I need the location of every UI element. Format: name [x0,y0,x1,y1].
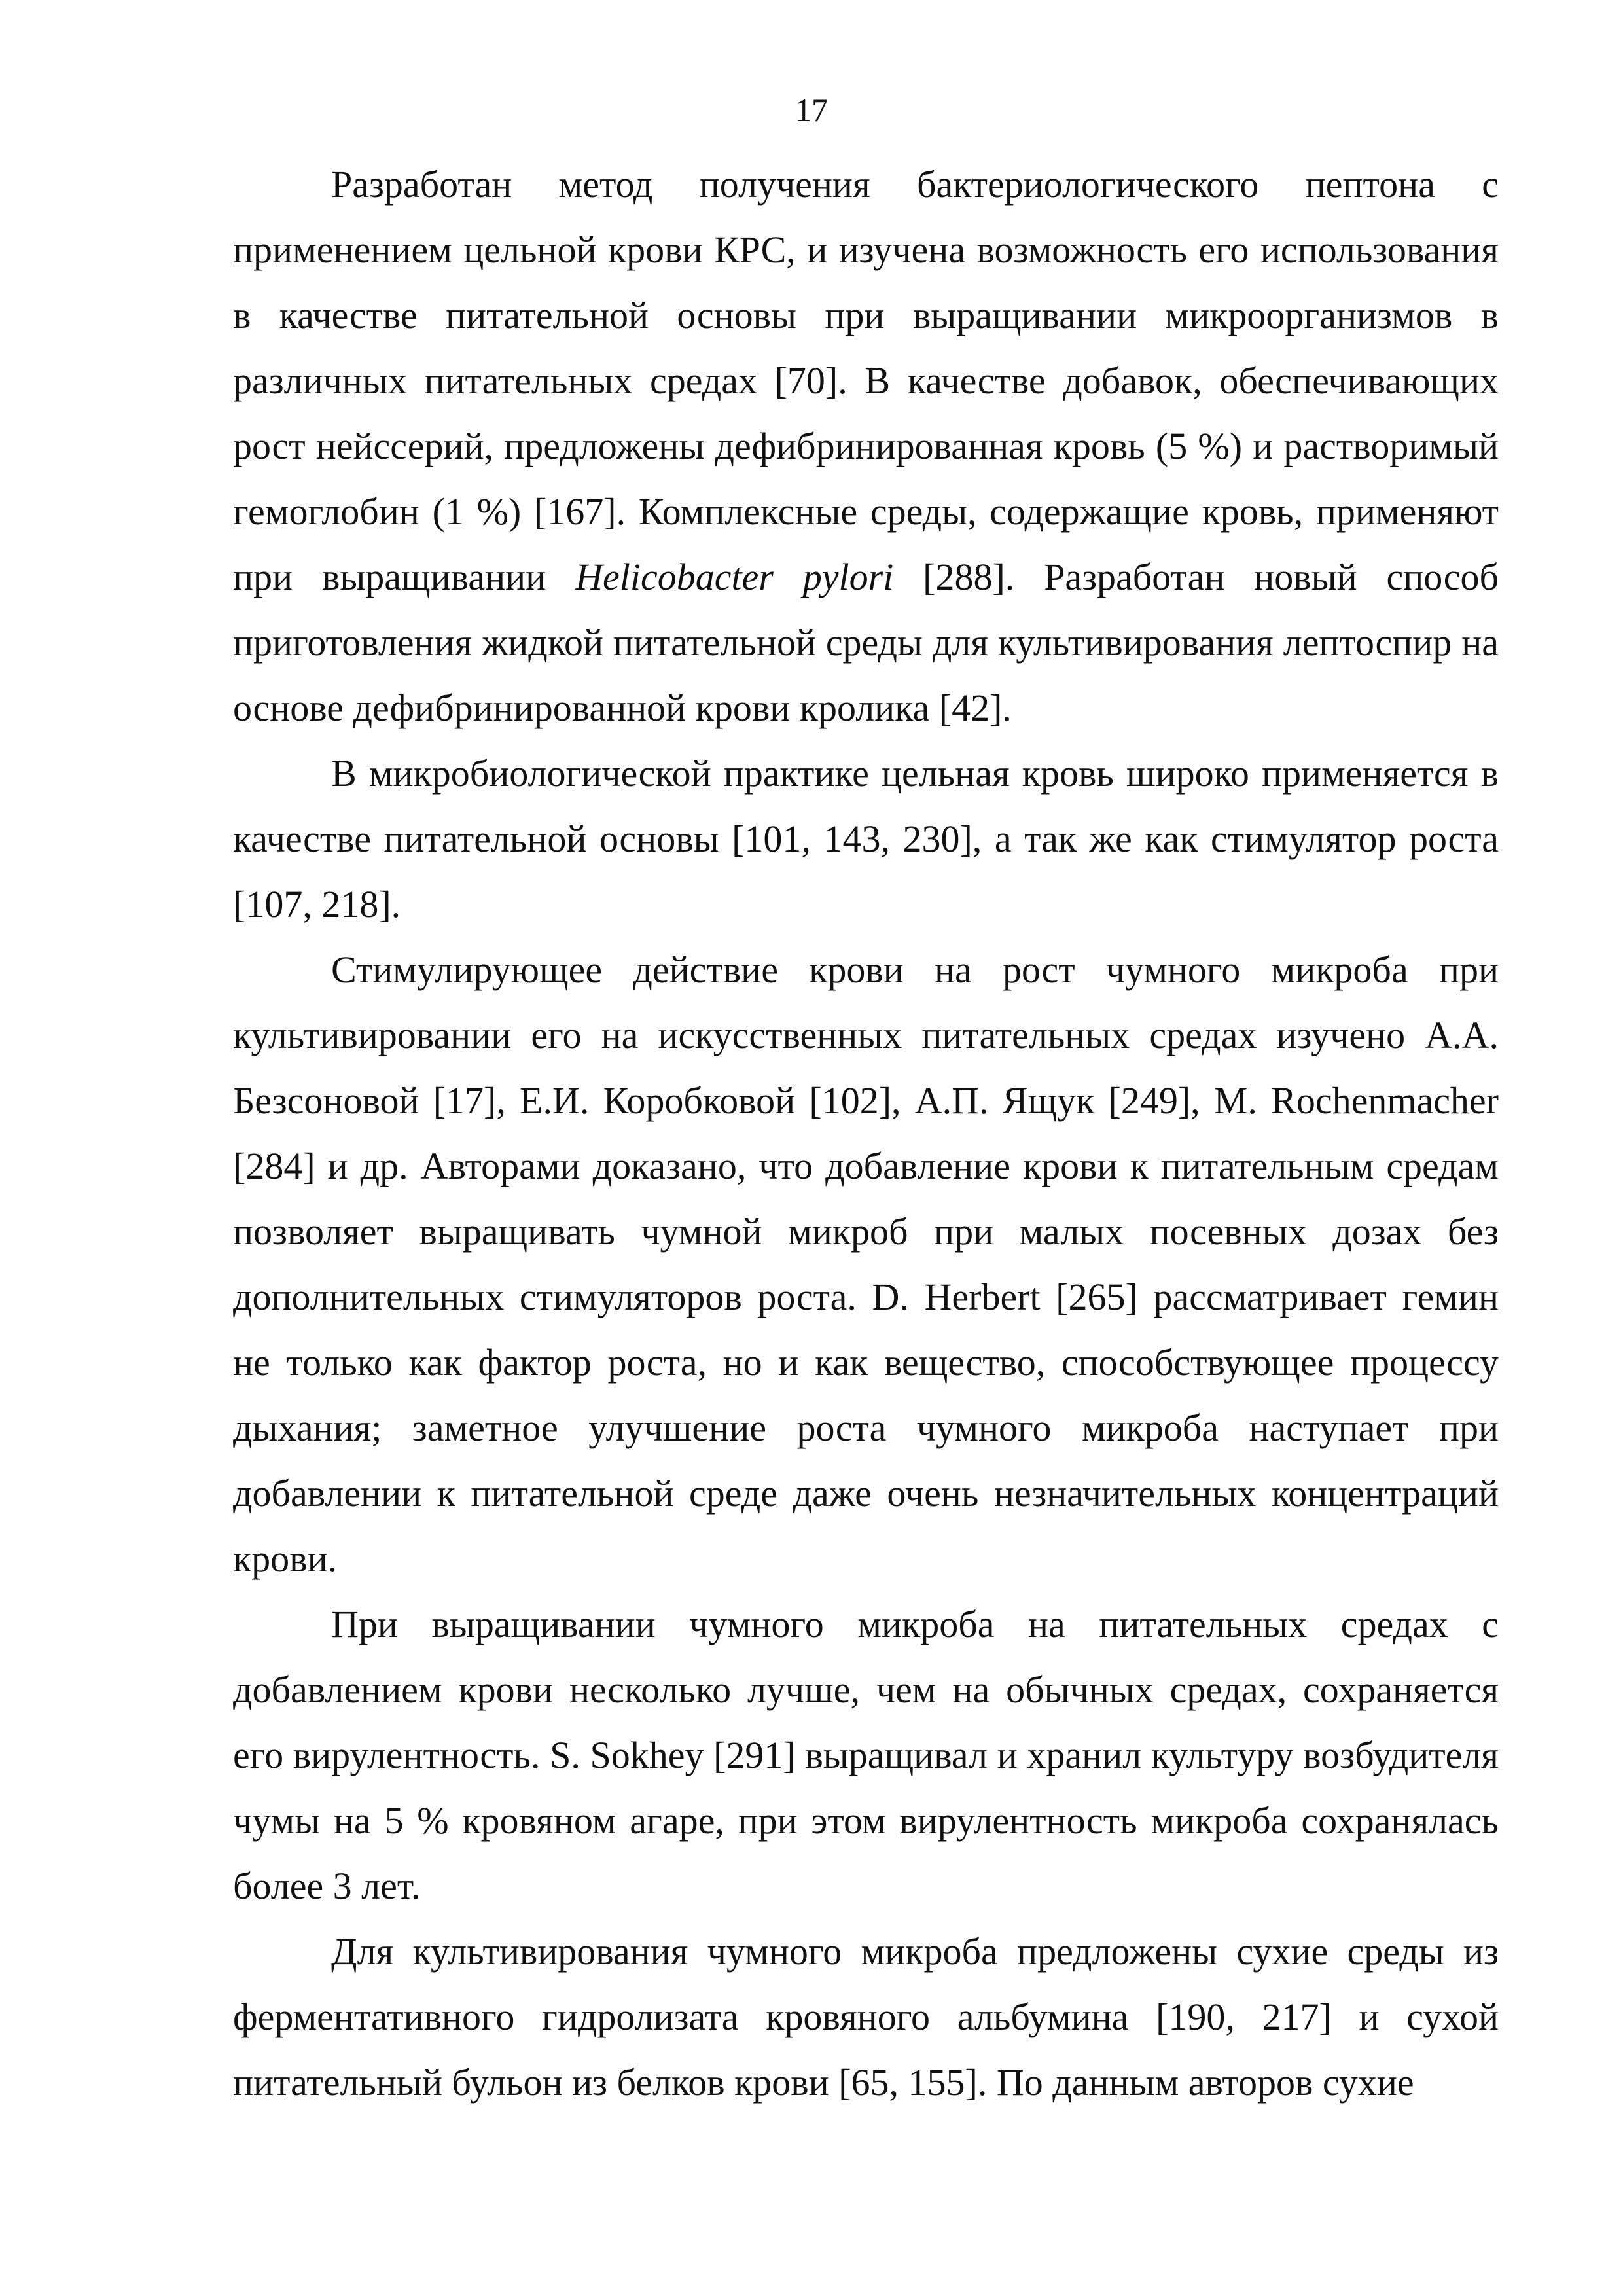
italic-text-segment: Helicobacter pylori [575,556,894,598]
paragraph [233,937,1499,1592]
text-segment: При выращивании чумного микроба на питательных средах с добавлением крови несколько лучше, чем на обычных средах, сохраняется его вирулентность. S. Sokhey [291] выращивал и хранил культуру возбудителя чумы на 5 % кровяном агаре, при этом вирулентность микроба сохранялась более 3 лет. [233,1603,1499,1907]
paragraph [233,152,1499,741]
text-segment: В микробиологической практике цельная кровь широко применяется в качестве питательной основы [101, 143, 230], а так же как стимулятор роста [107, 218]. [233,752,1499,925]
text-segment: [288]. Разработан новый способ приготовления жидкой питательной среды для культивирования лептоспир на основе дефибринированной крови кролика [42]. [233,556,1499,729]
page-number: 17 [795,92,828,128]
text-segment: Стимулирующее действие крови на рост чумного микроба при культивировании его на искусственных питательных средах изучено А.А. Безсоновой [17], Е.И. Коробковой [102], А.П. Ящук [249], M. Rochenmacher [284] и др. Авторами доказано, что добавление крови к питательным средам позволяет выращивать чумной микроб при малых посевных дозах без дополнительных стимуляторов роста. D. Herbert [265] рассматривает гемин не только как фактор роста, но и как вещество, способствующее процессу дыхания; заметное улучшение роста чумного микроба наступает при добавлении к питательной среде даже очень незначительных концентраций крови. [233,948,1499,1580]
body-text [233,152,1499,2115]
text-segment: Для культивирования чумного микроба предложены сухие среды из ферментативного гидролизата кровяного альбумина [190, 217] и сухой питательный бульон из белков крови [65, 155]. По данным авторов сухие [233,1930,1499,2104]
paragraph [233,741,1499,937]
paragraph [233,1919,1499,2115]
paragraph [233,1592,1499,1919]
text-segment: Разработан метод получения бактериологического пептона с применением цельной крови КРС, и изучена возможность его использования в качестве питательной основы при выращивании микроорганизмов в различных питательных средах [70]. В качестве добавок, обеспечивающих рост нейссерий, предложены дефибринированная кровь (5 %) и растворимый гемоглобин (1 %) [167]. Комплексные среды, содержащие кровь, применяют при выращивании [233,163,1499,598]
